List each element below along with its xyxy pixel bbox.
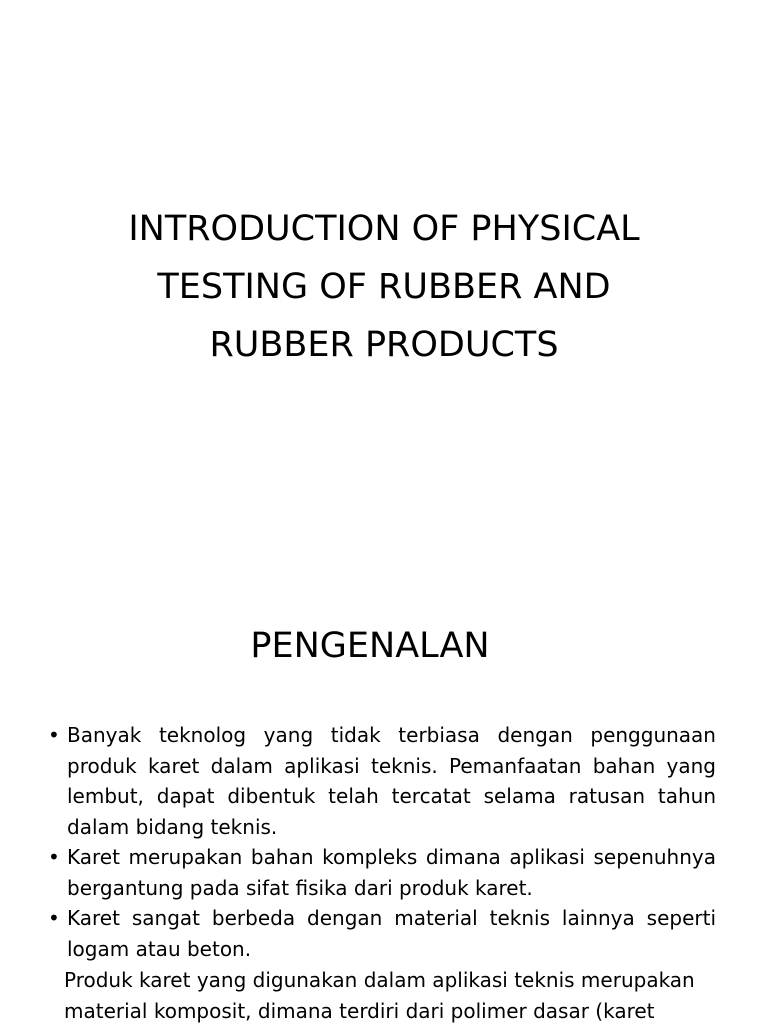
section-heading: PENGENALAN	[0, 618, 740, 674]
bullet-item	[48, 903, 716, 964]
slide-title-line: RUBBER PRODUCTS	[60, 316, 708, 374]
bullet-dot-icon: •	[48, 842, 60, 873]
bullet-item	[48, 720, 716, 842]
bullet-text: Karet merupakan bahan kompleks dimana aplikasi sepenuhnya bergantung pada sifat fisika dari produk karet.	[67, 845, 716, 900]
bullet-text: Banyak teknolog yang tidak terbiasa dengan penggunaan produk karet dalam aplikasi teknis. Pemanfaatan bahan yang lembut, dapat dibentuk telah tercatat selama ratusan tahun dalam bidang teknis.	[67, 723, 716, 839]
bullet-text: Karet sangat berbeda dengan material teknis lainnya seperti logam atau beton.	[67, 906, 716, 961]
bullet-list	[48, 720, 716, 964]
body-paragraph	[64, 965, 724, 1026]
bullet-dot-icon: •	[48, 720, 60, 751]
body-paragraph-line: material komposit, dimana terdiri dari polimer dasar (karet	[64, 996, 724, 1026]
body-paragraph-line: Produk karet yang digunakan dalam aplikasi teknis merupakan	[64, 965, 724, 996]
slide-title	[60, 200, 708, 374]
bullet-item	[48, 842, 716, 903]
bullet-dot-icon: •	[48, 903, 60, 934]
slide-title-line: INTRODUCTION OF PHYSICAL	[60, 200, 708, 258]
slide-title-line: TESTING OF RUBBER AND	[60, 258, 708, 316]
